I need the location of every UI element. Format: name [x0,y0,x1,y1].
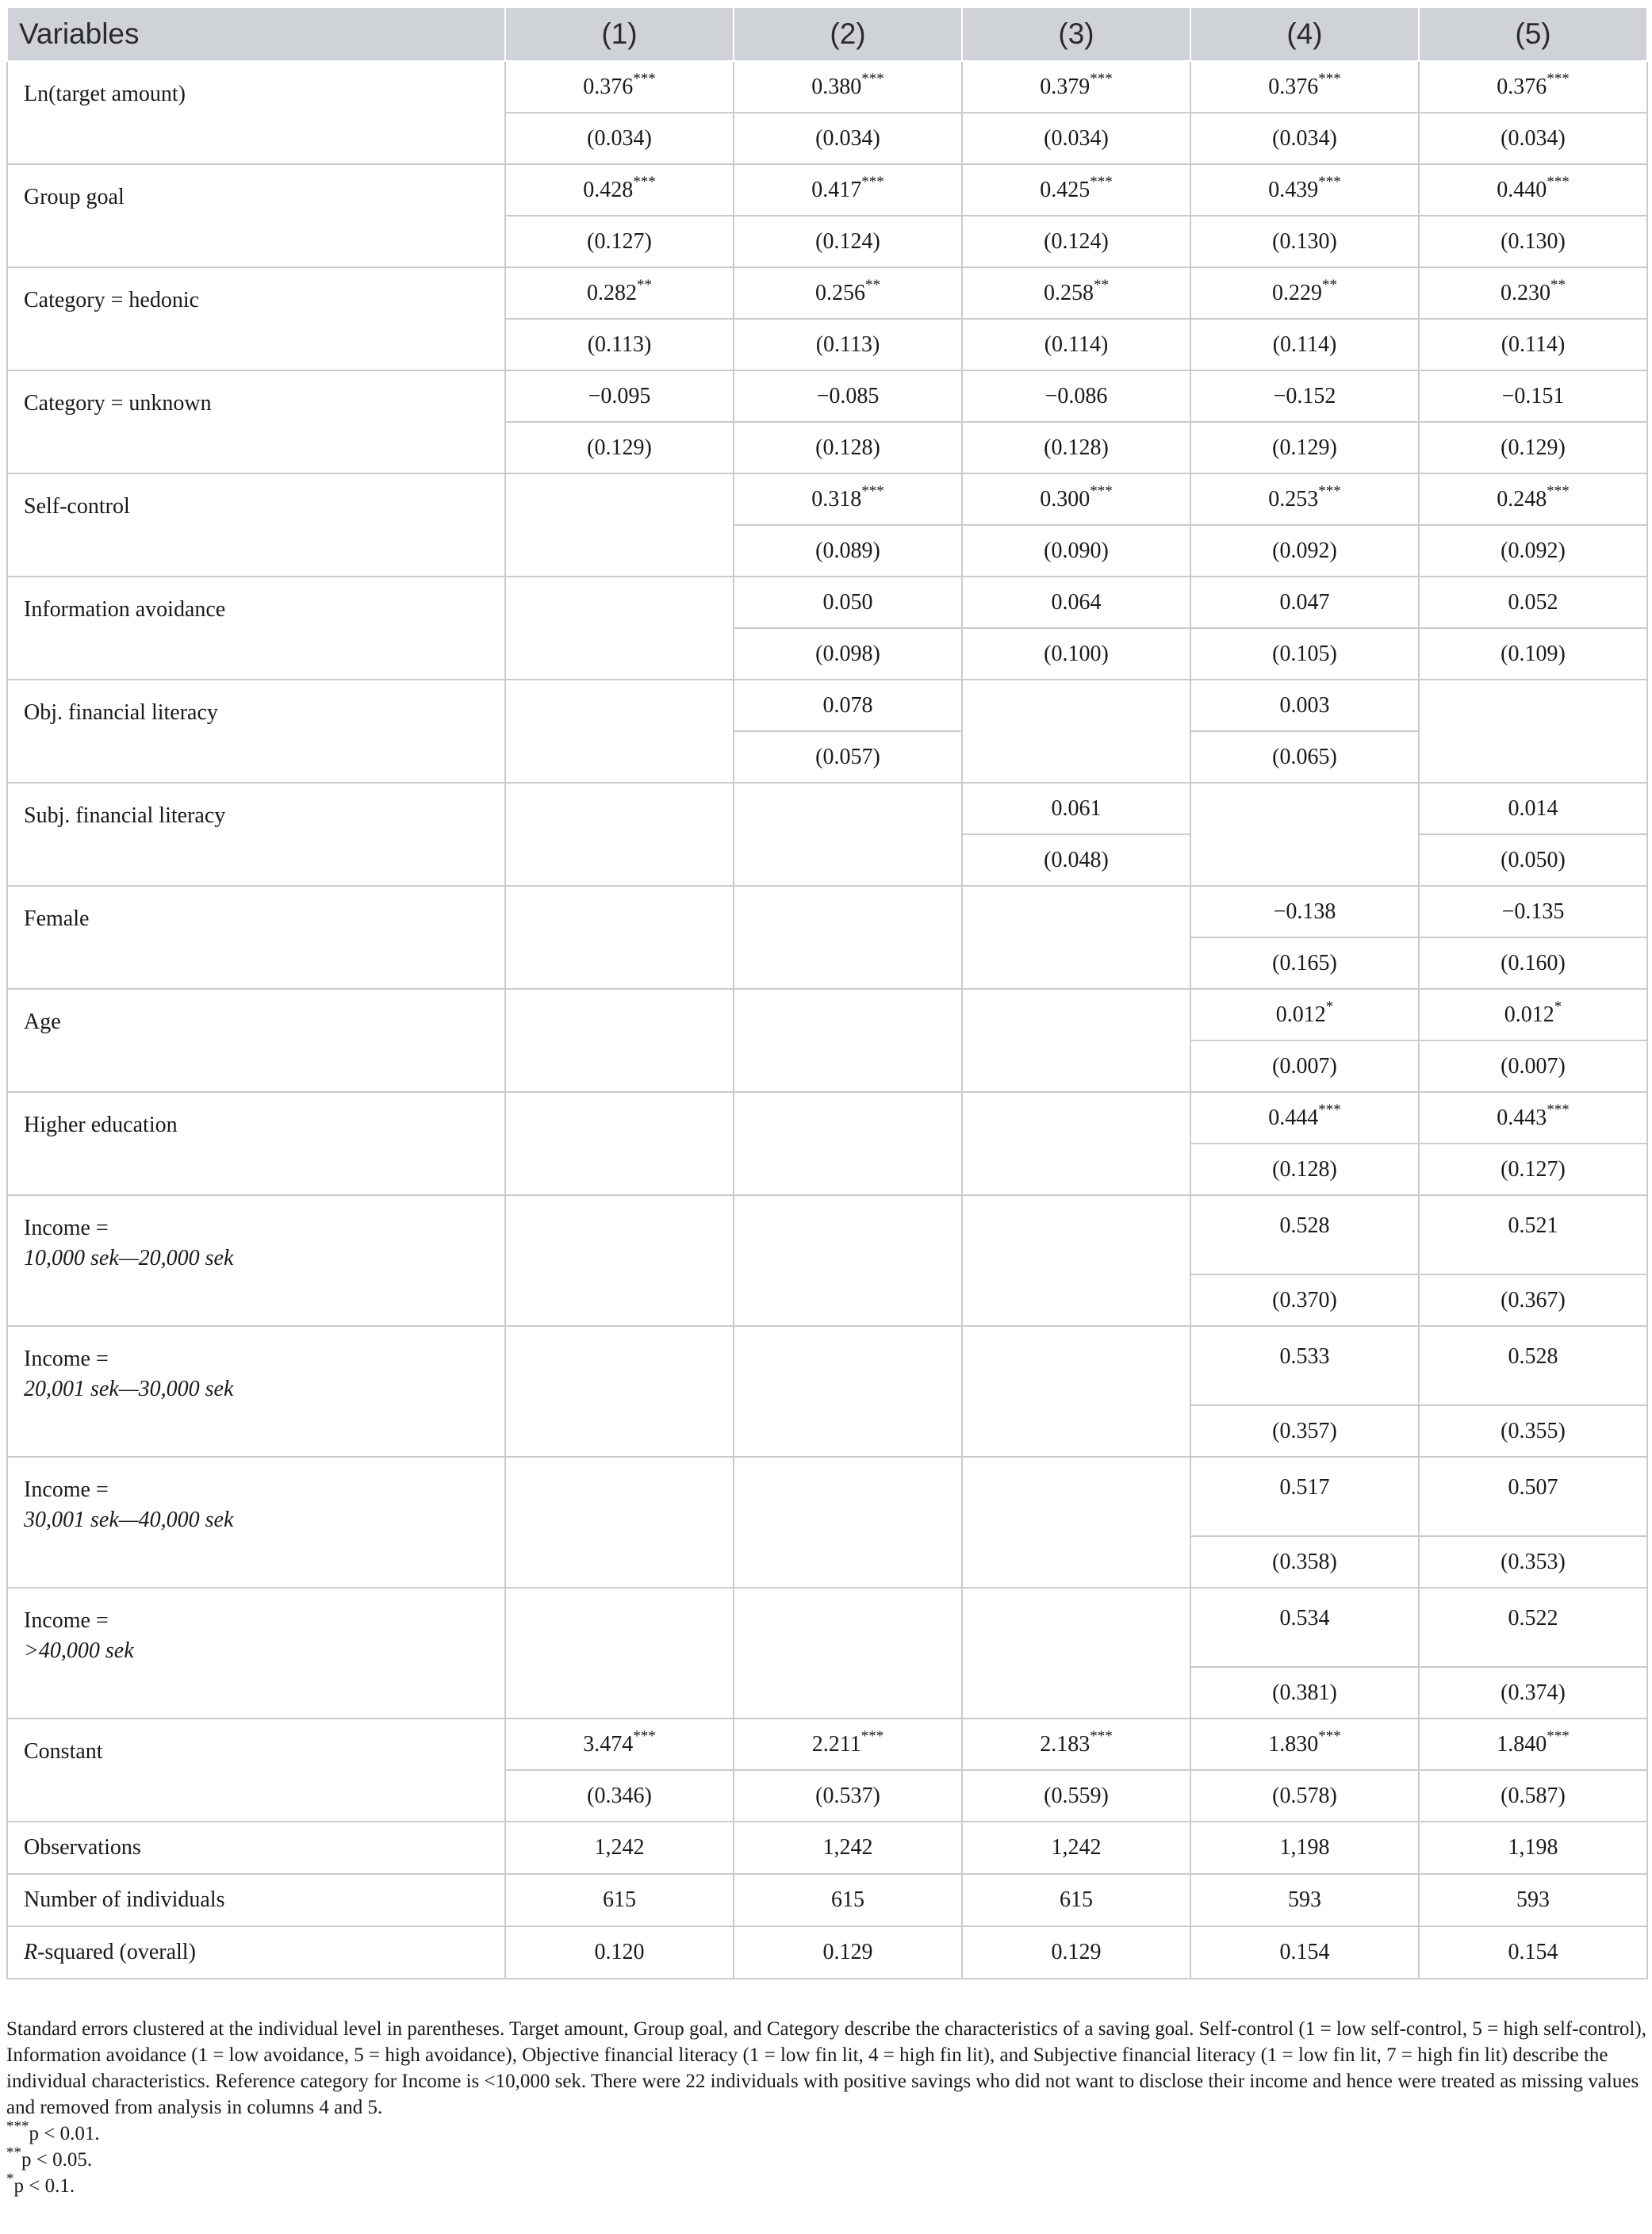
se-cell: (0.065) [1190,731,1419,783]
sig-note-3: *p < 0.1. [6,2170,75,2197]
coef-cell: 0.379*** [962,61,1190,113]
coef-cell: 0.533 [1190,1326,1419,1405]
coef-cell: 0.440*** [1419,164,1647,216]
table-row [7,1874,1647,1926]
se-cell: (0.050) [1419,834,1647,886]
coef-cell: 0.376*** [1419,61,1647,113]
coef-cell: 0.425*** [962,164,1190,216]
se-cell: (0.346) [505,1770,734,1822]
coef-cell: 0.230** [1419,267,1647,319]
table-row [7,1195,1647,1274]
coef-cell: 0.258** [962,267,1190,319]
table-row [7,1822,1647,1874]
coef-cell: 0.061 [962,783,1190,834]
empty-cell [505,577,734,680]
coef-cell: −0.095 [505,370,734,422]
stat-cell: 0.154 [1419,1926,1647,1979]
row-label: Income = >40,000 sek [7,1588,505,1719]
se-cell: (0.034) [734,113,962,164]
stat-cell: 615 [962,1874,1190,1926]
empty-cell [734,783,962,886]
empty-cell [962,886,1190,989]
coef-cell: −0.138 [1190,886,1419,937]
stat-cell: 0.120 [505,1926,734,1979]
empty-cell [962,1092,1190,1195]
coef-cell: 0.050 [734,577,962,628]
coef-cell: 0.064 [962,577,1190,628]
se-cell: (0.381) [1190,1667,1419,1719]
coef-cell: 0.300*** [962,473,1190,525]
table-row [7,1719,1647,1770]
row-label: R-squared (overall) [7,1926,505,1979]
stat-cell: 1,242 [505,1822,734,1874]
coef-cell: 0.528 [1190,1195,1419,1274]
empty-cell [505,473,734,577]
empty-cell [962,1457,1190,1588]
empty-cell [505,886,734,989]
header-col-2: (2) [734,7,962,61]
coef-cell: −0.152 [1190,370,1419,422]
table-row [7,1326,1647,1405]
se-cell: (0.355) [1419,1405,1647,1457]
se-cell: (0.374) [1419,1667,1647,1719]
row-label: Income = 10,000 sek—20,000 sek [7,1195,505,1326]
stat-cell: 593 [1419,1874,1647,1926]
coef-cell: 2.211*** [734,1719,962,1770]
coef-cell: 1.840*** [1419,1719,1647,1770]
sig-note-1: ***p < 0.01. [6,2117,100,2144]
coef-cell: 0.282** [505,267,734,319]
row-label: Income = 20,001 sek—30,000 sek [7,1326,505,1457]
empty-cell [962,989,1190,1092]
coef-cell: 0.521 [1419,1195,1647,1274]
empty-cell [505,1588,734,1719]
row-label: Ln(target amount) [7,61,505,164]
header-col-1: (1) [505,7,734,61]
se-cell: (0.034) [962,113,1190,164]
empty-cell [962,1326,1190,1457]
coef-cell: 0.417*** [734,164,962,216]
row-label: Group goal [7,164,505,267]
se-cell: (0.124) [962,216,1190,267]
empty-cell [962,680,1190,783]
table-row [7,680,1647,731]
se-cell: (0.130) [1190,216,1419,267]
coef-cell: 0.528 [1419,1326,1647,1405]
table-row [7,370,1647,422]
empty-cell [505,680,734,783]
coef-cell: 0.376*** [505,61,734,113]
sig-note-2: **p < 0.05. [6,2144,93,2171]
coef-cell: 0.507 [1419,1457,1647,1536]
coef-cell: 2.183*** [962,1719,1190,1770]
empty-cell [734,1092,962,1195]
coef-cell: 0.248*** [1419,473,1647,525]
se-cell: (0.034) [1419,113,1647,164]
stat-cell: 615 [505,1874,734,1926]
coef-cell: 0.534 [1190,1588,1419,1667]
se-cell: (0.114) [1190,319,1419,370]
row-label: Income = 30,001 sek—40,000 sek [7,1457,505,1588]
coef-cell: 0.014 [1419,783,1647,834]
coef-cell: 3.474*** [505,1719,734,1770]
se-cell: (0.100) [962,628,1190,680]
empty-cell [505,1457,734,1588]
stat-cell: 1,198 [1419,1822,1647,1874]
row-label: Category = unknown [7,370,505,473]
se-cell: (0.129) [1419,422,1647,473]
empty-cell [734,1457,962,1588]
stat-cell: 0.129 [734,1926,962,1979]
se-cell: (0.113) [734,319,962,370]
row-label: Subj. financial literacy [7,783,505,886]
se-cell: (0.160) [1419,937,1647,989]
stat-cell: 1,198 [1190,1822,1419,1874]
se-cell: (0.057) [734,731,962,783]
se-cell: (0.353) [1419,1536,1647,1588]
coef-cell: 0.517 [1190,1457,1419,1536]
empty-cell [1419,680,1647,783]
se-cell: (0.559) [962,1770,1190,1822]
stat-cell: 615 [734,1874,962,1926]
table-row [7,164,1647,216]
regression-table-container [6,6,1646,1979]
stat-cell: 1,242 [734,1822,962,1874]
coef-cell: 0.052 [1419,577,1647,628]
coef-cell: −0.135 [1419,886,1647,937]
header-variables: Variables [7,7,505,61]
empty-cell [505,1092,734,1195]
stat-cell: 0.129 [962,1926,1190,1979]
table-row [7,1926,1647,1979]
se-cell: (0.089) [734,525,962,577]
coef-cell: −0.151 [1419,370,1647,422]
se-cell: (0.098) [734,628,962,680]
row-label: Higher education [7,1092,505,1195]
empty-cell [734,1588,962,1719]
se-cell: (0.105) [1190,628,1419,680]
stat-cell: 593 [1190,1874,1419,1926]
coef-cell: 0.229** [1190,267,1419,319]
table-row [7,577,1647,628]
se-cell: (0.048) [962,834,1190,886]
se-cell: (0.537) [734,1770,962,1822]
coef-cell: 0.522 [1419,1588,1647,1667]
se-cell: (0.587) [1419,1770,1647,1822]
empty-cell [734,989,962,1092]
coef-cell: 0.380*** [734,61,962,113]
se-cell: (0.092) [1190,525,1419,577]
table-row [7,1092,1647,1144]
se-cell: (0.370) [1190,1274,1419,1326]
header-row [7,7,1647,61]
table-row [7,473,1647,525]
se-cell: (0.128) [734,422,962,473]
se-cell: (0.578) [1190,1770,1419,1822]
coef-cell: 0.003 [1190,680,1419,731]
notes-main: Standard errors clustered at the individual level in parentheses. Target amount, Group goal, and Category describe the characteristics of a saving goal. Self-control (1 = low self-control, 5 = high self-control), Information avoidance (1 = low avoidance, 5 = high avoidance), Objective financial literacy (1 = low fin lit, 4 = high fin lit), and Subjective financial literacy (1 = low fin lit, 7 = high fin lit) describe the individual characteristics. Reference category for Income is <10,000 sek. There were 22 individuals with positive savings who did not want to disclose their income and hence were treated as missing values and removed from analysis in columns 4 and 5. [6,2018,1646,2118]
empty-cell [734,886,962,989]
coef-cell: 0.444*** [1190,1092,1419,1144]
se-cell: (0.034) [1190,113,1419,164]
coef-cell: 0.428*** [505,164,734,216]
empty-cell [734,1326,962,1457]
se-cell: (0.114) [1419,319,1647,370]
row-label: Category = hedonic [7,267,505,370]
table-row [7,886,1647,937]
se-cell: (0.129) [1190,422,1419,473]
coef-cell: 0.256** [734,267,962,319]
se-cell: (0.007) [1190,1040,1419,1092]
se-cell: (0.367) [1419,1274,1647,1326]
empty-cell [962,1588,1190,1719]
coef-cell: 0.439*** [1190,164,1419,216]
stat-cell: 1,242 [962,1822,1190,1874]
coef-cell: 0.253*** [1190,473,1419,525]
empty-cell [505,1195,734,1326]
empty-cell [1190,783,1419,886]
coef-cell: 0.376*** [1190,61,1419,113]
row-label: Age [7,989,505,1092]
header-col-3: (3) [962,7,1190,61]
se-cell: (0.128) [1190,1144,1419,1195]
se-cell: (0.114) [962,319,1190,370]
se-cell: (0.165) [1190,937,1419,989]
se-cell: (0.127) [1419,1144,1647,1195]
row-label: Female [7,886,505,989]
coef-cell: 0.047 [1190,577,1419,628]
table-row [7,1457,1647,1536]
coef-cell: 0.012* [1190,989,1419,1040]
table-row [7,61,1647,113]
se-cell: (0.109) [1419,628,1647,680]
se-cell: (0.128) [962,422,1190,473]
stat-cell: 0.154 [1190,1926,1419,1979]
se-cell: (0.034) [505,113,734,164]
coef-cell: 0.012* [1419,989,1647,1040]
se-cell: (0.124) [734,216,962,267]
se-cell: (0.127) [505,216,734,267]
empty-cell [505,989,734,1092]
row-label: Obj. financial literacy [7,680,505,783]
table-row [7,989,1647,1040]
row-label: Number of individuals [7,1874,505,1926]
coef-cell: 0.318*** [734,473,962,525]
table-row [7,1588,1647,1667]
se-cell: (0.090) [962,525,1190,577]
se-cell: (0.007) [1419,1040,1647,1092]
coef-cell: 0.443*** [1419,1092,1647,1144]
empty-cell [505,783,734,886]
se-cell: (0.130) [1419,216,1647,267]
row-label: Observations [7,1822,505,1874]
se-cell: (0.129) [505,422,734,473]
row-label: Information avoidance [7,577,505,680]
row-label: Constant [7,1719,505,1822]
header-col-5: (5) [1419,7,1647,61]
header-col-4: (4) [1190,7,1419,61]
se-cell: (0.113) [505,319,734,370]
coef-cell: −0.085 [734,370,962,422]
se-cell: (0.358) [1190,1536,1419,1588]
coef-cell: 0.078 [734,680,962,731]
coef-cell: 1.830*** [1190,1719,1419,1770]
row-label: Self-control [7,473,505,577]
empty-cell [962,1195,1190,1326]
se-cell: (0.357) [1190,1405,1419,1457]
coef-cell: −0.086 [962,370,1190,422]
empty-cell [505,1326,734,1457]
table-row [7,783,1647,834]
se-cell: (0.092) [1419,525,1647,577]
empty-cell [734,1195,962,1326]
regression-table [6,6,1648,1979]
table-row [7,267,1647,319]
table-notes [6,2016,1646,2199]
